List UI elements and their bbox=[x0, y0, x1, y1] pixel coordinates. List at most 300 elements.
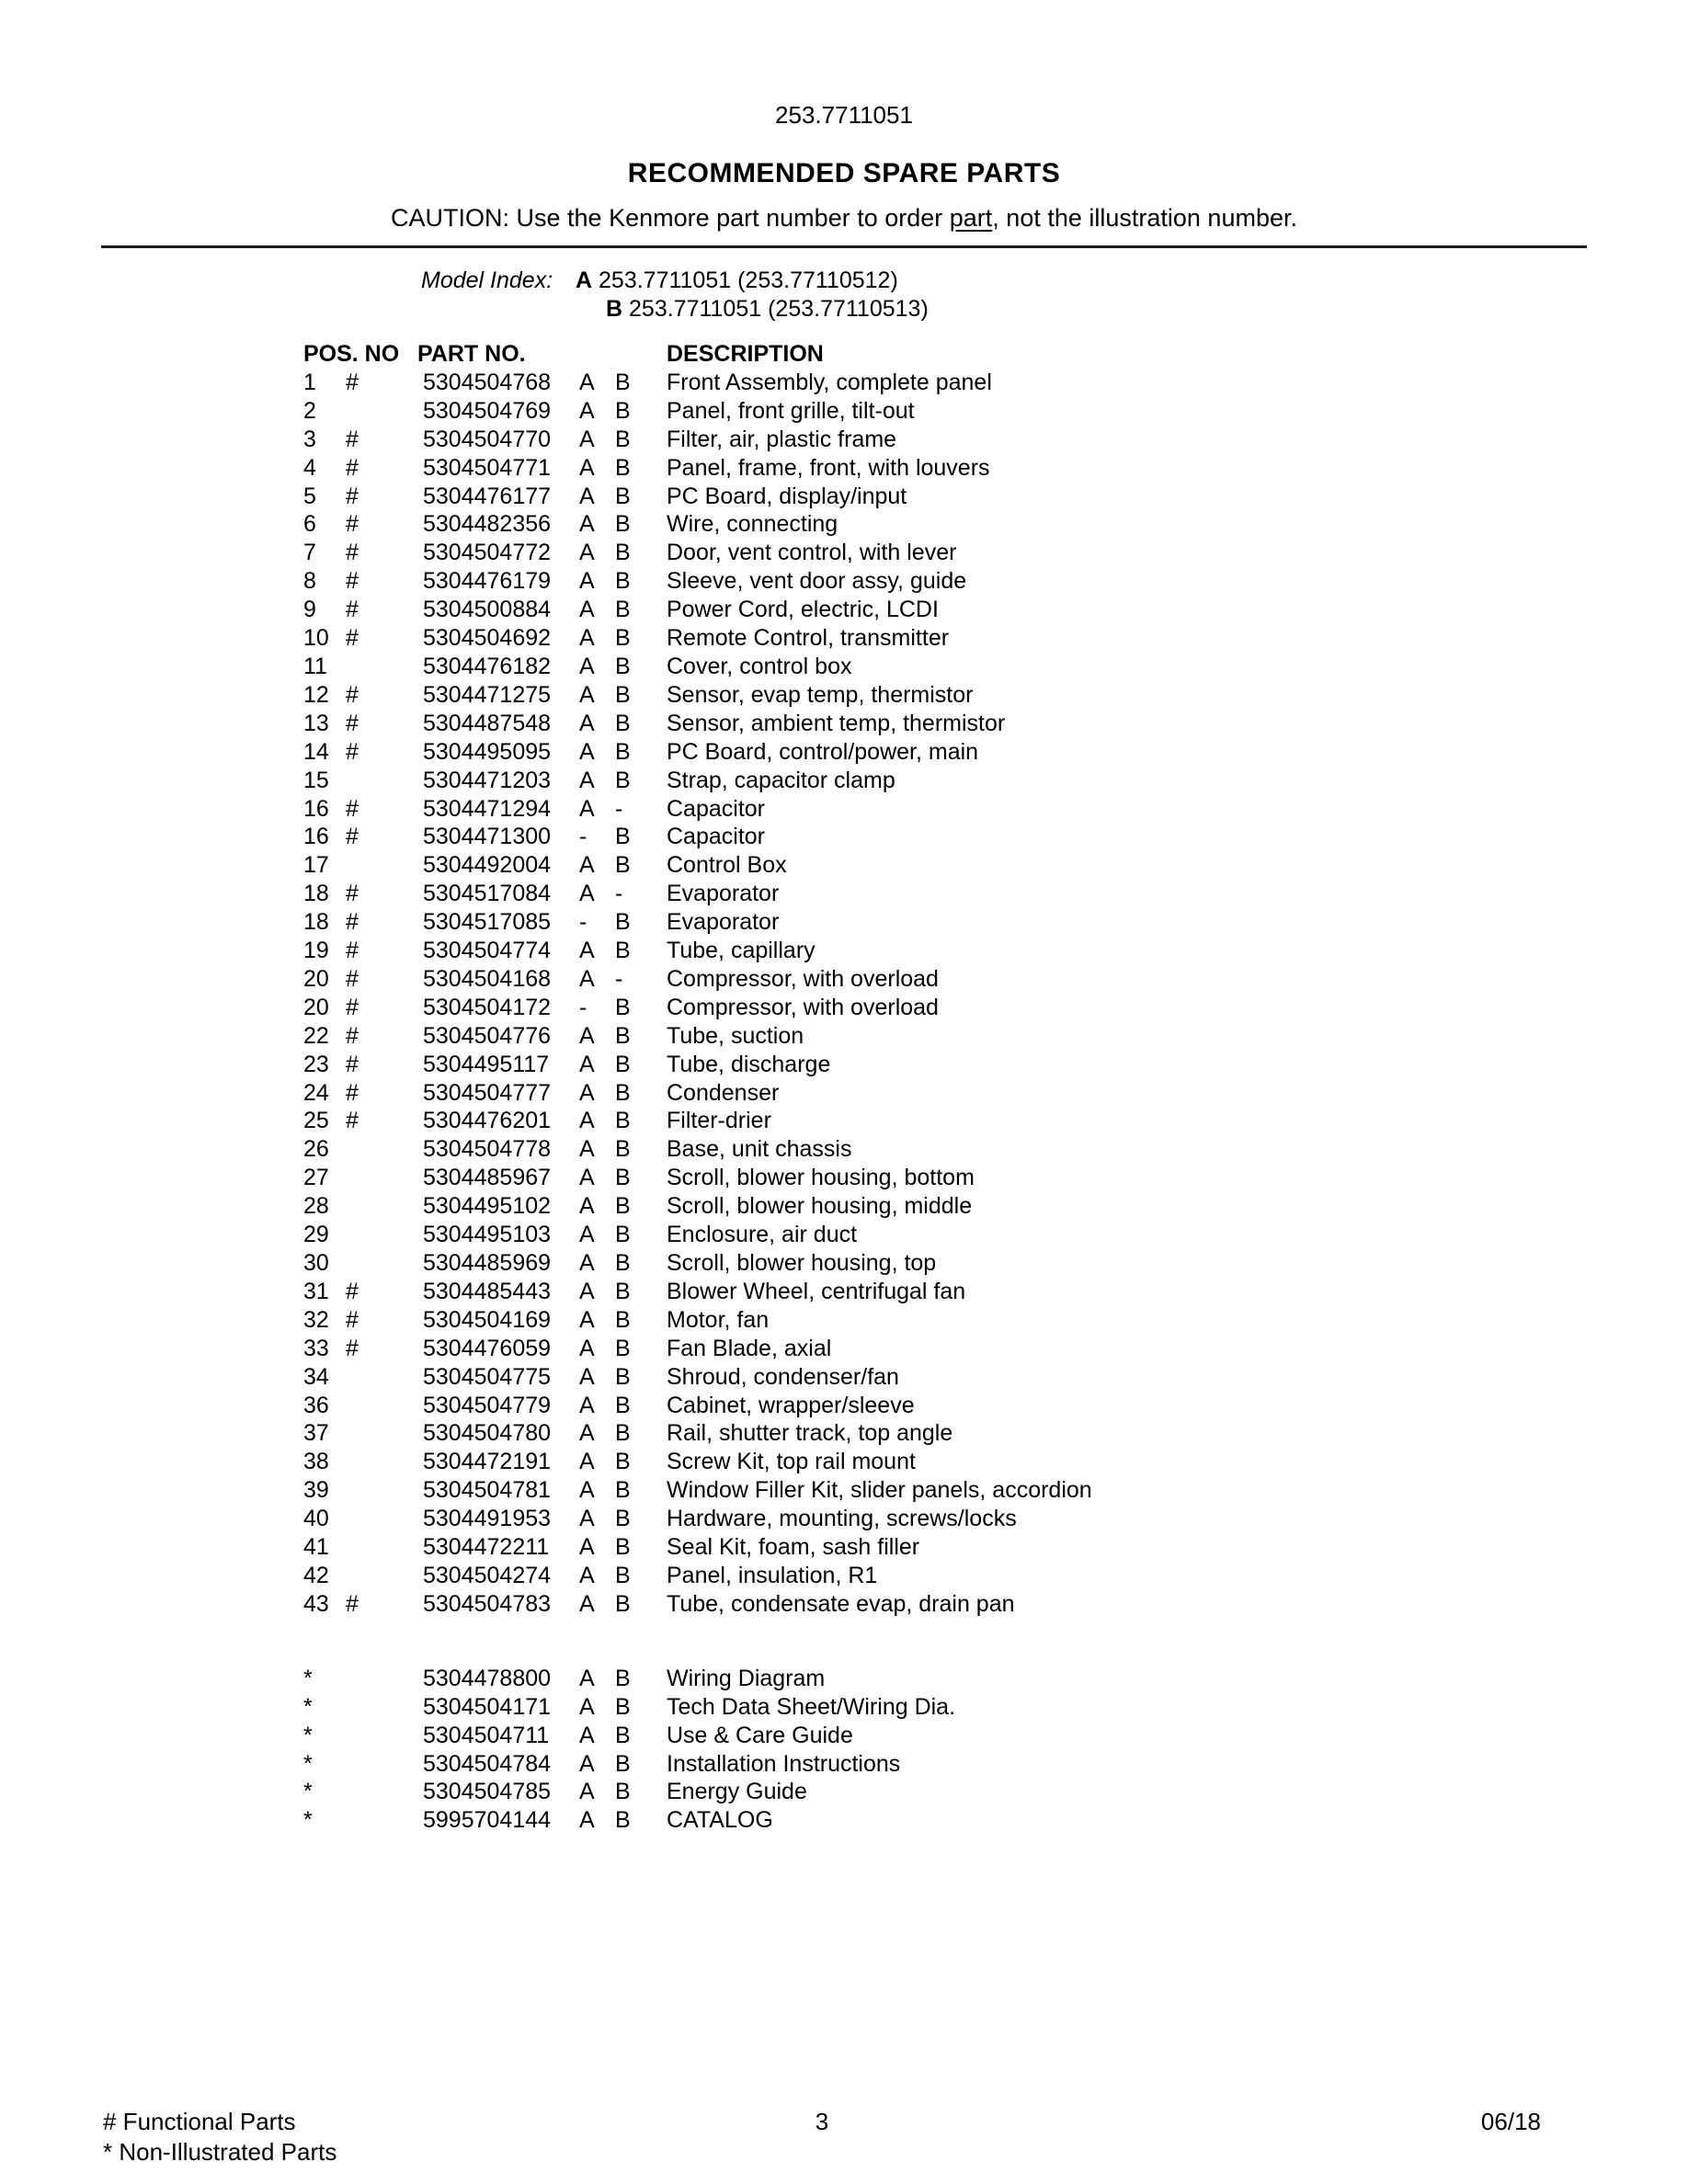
model-b-cell: - bbox=[615, 881, 623, 907]
part-no-cell: 5304504171 bbox=[423, 1693, 552, 1720]
model-a-cell: A bbox=[579, 1590, 595, 1617]
description-cell: Remote Control, transmitter bbox=[667, 625, 950, 652]
table-row bbox=[303, 937, 1633, 965]
description-cell: Front Assembly, complete panel bbox=[667, 369, 992, 395]
table-row bbox=[303, 1476, 1633, 1505]
model-a-cell: A bbox=[579, 397, 595, 424]
description-cell: Window Filler Kit, slider panels, accordion bbox=[667, 1477, 1092, 1504]
description-cell: Control Box bbox=[667, 852, 787, 879]
description-cell: Scroll, blower housing, top bbox=[667, 1250, 937, 1276]
part-no-cell: 5304504775 bbox=[423, 1363, 552, 1390]
table-row bbox=[303, 397, 1633, 426]
pos-no-cell: 27 bbox=[303, 1165, 329, 1191]
part-no-cell: 5304471203 bbox=[423, 767, 552, 793]
table-row bbox=[303, 710, 1633, 738]
part-no-cell: 5304504771 bbox=[423, 454, 552, 481]
pos-no-cell: 32 bbox=[303, 1306, 329, 1333]
model-a-cell: A bbox=[579, 738, 595, 765]
part-no-cell: 5304491953 bbox=[423, 1506, 552, 1532]
description-cell: Enclosure, air duct bbox=[667, 1222, 858, 1248]
part-no-cell: 5304504783 bbox=[423, 1590, 552, 1617]
model-b-cell: B bbox=[615, 1165, 631, 1191]
pos-no-cell: 42 bbox=[303, 1562, 329, 1588]
part-no-cell: 5304504777 bbox=[423, 1079, 552, 1106]
model-a-cell: A bbox=[579, 1108, 595, 1134]
functional-flag-cell bbox=[346, 653, 423, 681]
part-no-cell: 5304487548 bbox=[423, 710, 552, 736]
model-a-cell: A bbox=[579, 1477, 595, 1504]
description-cell: Cover, control box bbox=[667, 653, 852, 679]
functional-flag-cell: # bbox=[346, 710, 359, 736]
description-cell: Screw Kit, top rail mount bbox=[667, 1449, 916, 1475]
part-no-cell: 5304517085 bbox=[423, 909, 552, 936]
model-b-cell: B bbox=[615, 426, 631, 452]
model-b-cell: B bbox=[615, 824, 631, 850]
functional-flag-cell bbox=[346, 1363, 423, 1392]
model-b-cell: B bbox=[615, 1449, 631, 1475]
table-row bbox=[303, 1363, 1633, 1392]
pos-no-cell: 22 bbox=[303, 1022, 329, 1049]
description-cell: Base, unit chassis bbox=[667, 1136, 852, 1163]
model-a-cell: A bbox=[579, 1750, 595, 1777]
part-no-cell: 5304471294 bbox=[423, 795, 552, 822]
functional-flag-cell: # bbox=[346, 1590, 359, 1617]
model-b-cell: B bbox=[615, 710, 631, 736]
table-row bbox=[303, 681, 1633, 710]
description-cell: Panel, insulation, R1 bbox=[667, 1562, 878, 1588]
functional-flag-cell: # bbox=[346, 1051, 359, 1077]
table-row bbox=[303, 1750, 1633, 1779]
pos-no-cell: 14 bbox=[303, 738, 329, 765]
model-a-cell: A bbox=[579, 1693, 595, 1720]
model-a-cell: A bbox=[579, 1392, 595, 1418]
model-b-cell: B bbox=[615, 1250, 631, 1276]
model-b-cell: B bbox=[615, 597, 631, 623]
pos-no-cell: 37 bbox=[303, 1420, 329, 1447]
description-cell: Hardware, mounting, screws/locks bbox=[667, 1506, 1017, 1532]
functional-flag-cell bbox=[346, 1448, 423, 1476]
model-b-cell: B bbox=[615, 397, 631, 424]
pos-no-cell: 9 bbox=[303, 597, 316, 623]
description-cell: Tube, suction bbox=[667, 1022, 804, 1049]
pos-no-cell: 1 bbox=[303, 369, 316, 395]
model-a-cell: A bbox=[579, 710, 595, 736]
model-b-cell: B bbox=[615, 1477, 631, 1504]
model-a-cell: A bbox=[579, 426, 595, 452]
pos-no-cell: 25 bbox=[303, 1108, 329, 1134]
model-index-value-b: 253.7711051 (253.77110513) bbox=[629, 296, 929, 322]
description-cell: Strap, capacitor clamp bbox=[667, 767, 895, 793]
revision-date: 06/18 bbox=[1480, 2108, 1541, 2135]
part-no-cell: 5304504169 bbox=[423, 1306, 552, 1333]
pos-no-cell: 28 bbox=[303, 1193, 329, 1220]
part-no-cell: 5304500884 bbox=[423, 597, 552, 623]
model-a-cell: - bbox=[579, 824, 587, 850]
functional-flag-cell bbox=[346, 1164, 423, 1192]
part-no-cell: 5304485967 bbox=[423, 1165, 552, 1191]
part-no-cell: 5304504780 bbox=[423, 1420, 552, 1447]
model-a-cell: A bbox=[579, 625, 595, 652]
part-no-cell: 5304504172 bbox=[423, 994, 552, 1020]
model-a-cell: A bbox=[579, 1022, 595, 1049]
model-b-cell: B bbox=[615, 938, 631, 964]
functional-flag-cell bbox=[346, 1221, 423, 1249]
pos-no-cell: 4 bbox=[303, 454, 316, 481]
description-cell: Door, vent control, with lever bbox=[667, 540, 957, 566]
part-no-cell: 5304472191 bbox=[423, 1449, 552, 1475]
functional-flag-cell: # bbox=[346, 1022, 359, 1049]
model-b-cell: B bbox=[615, 568, 631, 595]
model-a-cell: A bbox=[579, 1363, 595, 1390]
functional-flag-cell bbox=[346, 1419, 423, 1448]
table-row bbox=[303, 1306, 1633, 1335]
table-row bbox=[303, 510, 1633, 539]
table-row bbox=[303, 369, 1633, 397]
part-no-cell: 5304476201 bbox=[423, 1108, 552, 1134]
part-no-cell: 5304476179 bbox=[423, 568, 552, 595]
functional-flag-cell bbox=[346, 1665, 423, 1693]
description-cell: Tech Data Sheet/Wiring Dia. bbox=[667, 1693, 956, 1720]
table-header-row bbox=[303, 340, 1633, 369]
description-cell: PC Board, display/input bbox=[667, 483, 907, 509]
model-a-cell: A bbox=[579, 483, 595, 509]
part-no-cell: 5304504776 bbox=[423, 1022, 552, 1049]
functional-flag-cell: # bbox=[346, 965, 359, 992]
model-b-cell: B bbox=[615, 540, 631, 566]
table-row bbox=[303, 1693, 1633, 1722]
model-a-cell: A bbox=[579, 454, 595, 481]
part-no-cell: 5304504784 bbox=[423, 1750, 552, 1777]
model-a-cell: A bbox=[579, 965, 595, 992]
table-row bbox=[303, 1505, 1633, 1533]
horizontal-divider bbox=[101, 245, 1587, 248]
functional-flag-cell: # bbox=[346, 795, 359, 822]
description-cell: Tube, discharge bbox=[667, 1051, 831, 1077]
table-row bbox=[303, 1022, 1633, 1051]
model-a-cell: A bbox=[579, 1449, 595, 1475]
table-row bbox=[303, 1562, 1633, 1590]
part-no-cell: 5304504781 bbox=[423, 1477, 552, 1504]
pos-no-cell: 43 bbox=[303, 1590, 329, 1617]
model-index-line-b bbox=[576, 295, 929, 324]
pos-no-cell: 24 bbox=[303, 1079, 329, 1106]
table-row bbox=[303, 454, 1633, 483]
table-row bbox=[303, 1448, 1633, 1476]
description-cell: PC Board, control/power, main bbox=[667, 738, 979, 765]
model-b-cell: B bbox=[615, 1534, 631, 1561]
description-cell: Capacitor bbox=[667, 824, 765, 850]
table-row bbox=[303, 1221, 1633, 1249]
pos-no-cell: 36 bbox=[303, 1392, 329, 1418]
pos-no-cell: 23 bbox=[303, 1051, 329, 1077]
pos-no-cell: 20 bbox=[303, 965, 329, 992]
model-b-cell: B bbox=[615, 1506, 631, 1532]
part-no-cell: 5304482356 bbox=[423, 511, 552, 538]
table-row bbox=[303, 851, 1633, 880]
pos-no-cell: 41 bbox=[303, 1534, 329, 1561]
model-b-cell: B bbox=[615, 1079, 631, 1106]
model-a-cell: A bbox=[579, 1079, 595, 1106]
model-b-cell: B bbox=[615, 1750, 631, 1777]
description-cell: Energy Guide bbox=[667, 1779, 807, 1805]
table-row bbox=[303, 1135, 1633, 1164]
part-no-cell: 5304495117 bbox=[423, 1051, 550, 1077]
caution-underlined-word: part bbox=[949, 204, 993, 232]
page-number: 3 bbox=[815, 2108, 829, 2135]
functional-flag-cell: # bbox=[346, 1278, 359, 1304]
model-a-cell: A bbox=[579, 1335, 595, 1361]
description-cell: Motor, fan bbox=[667, 1306, 770, 1333]
functional-flag-cell bbox=[346, 767, 423, 795]
model-b-cell: B bbox=[615, 1222, 631, 1248]
table-row bbox=[303, 1107, 1633, 1135]
part-no-cell: 5304504768 bbox=[423, 369, 552, 395]
description-cell: Panel, front grille, tilt-out bbox=[667, 397, 915, 424]
model-a-cell: A bbox=[579, 1562, 595, 1588]
part-no-cell: 5304495095 bbox=[423, 738, 552, 765]
model-a-cell: A bbox=[579, 1165, 595, 1191]
caution-text-prefix: CAUTION: Use the Kenmore part number to order bbox=[391, 204, 950, 232]
model-a-cell: A bbox=[579, 1278, 595, 1304]
functional-flag-cell bbox=[346, 1806, 423, 1835]
pos-no-cell: 17 bbox=[303, 852, 329, 879]
part-no-cell: 5304504772 bbox=[423, 540, 552, 566]
model-b-cell: B bbox=[615, 1392, 631, 1418]
functional-flag-cell: # bbox=[346, 881, 359, 907]
model-index-letter-a: A bbox=[576, 267, 593, 293]
functional-flag-cell: # bbox=[346, 511, 359, 538]
description-cell: Blower Wheel, centrifugal fan bbox=[667, 1278, 966, 1304]
model-b-cell: B bbox=[615, 483, 631, 509]
model-a-cell: A bbox=[579, 1665, 595, 1691]
pos-no-cell: 5 bbox=[303, 483, 316, 509]
functional-flag-cell: # bbox=[346, 1335, 359, 1361]
table-row bbox=[303, 567, 1633, 596]
model-b-cell: - bbox=[615, 795, 623, 822]
model-b-cell: B bbox=[615, 1807, 631, 1834]
model-b-cell: B bbox=[615, 625, 631, 652]
part-no-cell: 5304471275 bbox=[423, 681, 552, 708]
table-row bbox=[303, 1192, 1633, 1221]
model-a-cell: A bbox=[579, 1534, 595, 1561]
functional-flag-cell bbox=[346, 1192, 423, 1221]
model-index-value-a: 253.7711051 (253.77110512) bbox=[599, 267, 898, 293]
functional-flag-cell bbox=[346, 1533, 423, 1562]
model-b-cell: B bbox=[615, 1779, 631, 1805]
pos-no-cell: 33 bbox=[303, 1335, 329, 1361]
description-cell: Use & Care Guide bbox=[667, 1722, 853, 1748]
description-cell: Cabinet, wrapper/sleeve bbox=[667, 1392, 915, 1418]
pos-no-cell: 31 bbox=[303, 1278, 329, 1304]
model-index-lines bbox=[576, 267, 929, 324]
model-b-cell: B bbox=[615, 1590, 631, 1617]
description-cell: Seal Kit, foam, sash filler bbox=[667, 1534, 920, 1561]
functional-flag-cell: # bbox=[346, 1306, 359, 1333]
table-row bbox=[303, 880, 1633, 908]
table-row bbox=[303, 1419, 1633, 1448]
functional-flag-cell bbox=[346, 1249, 423, 1278]
caution-text-suffix: , not the illustration number. bbox=[992, 204, 1297, 232]
model-a-cell: - bbox=[579, 994, 587, 1020]
model-a-cell: A bbox=[579, 597, 595, 623]
description-cell: Evaporator bbox=[667, 881, 780, 907]
pos-no-cell: 18 bbox=[303, 909, 329, 936]
model-a-cell: A bbox=[579, 881, 595, 907]
description-cell: Power Cord, electric, LCDI bbox=[667, 597, 939, 623]
model-index-line-a bbox=[576, 267, 929, 295]
table-row bbox=[303, 908, 1633, 937]
description-cell: Compressor, with overload bbox=[667, 965, 939, 992]
functional-flag-cell: # bbox=[346, 824, 359, 850]
pos-no-cell: * bbox=[303, 1693, 313, 1720]
functional-flag-cell: # bbox=[346, 625, 359, 652]
pos-no-cell: 8 bbox=[303, 568, 316, 595]
part-no-cell: 5304478800 bbox=[423, 1665, 552, 1691]
functional-flag-cell bbox=[346, 1750, 423, 1779]
model-index-letter-b: B bbox=[606, 296, 623, 322]
functional-flag-cell: # bbox=[346, 1079, 359, 1106]
table-row bbox=[303, 994, 1633, 1022]
model-b-cell: B bbox=[615, 1420, 631, 1447]
functional-flag-cell: # bbox=[346, 369, 359, 395]
table-row bbox=[303, 738, 1633, 767]
parts-rows bbox=[303, 369, 1633, 1619]
model-a-cell: A bbox=[579, 795, 595, 822]
table-row bbox=[303, 539, 1633, 567]
table-row bbox=[303, 767, 1633, 795]
pos-no-cell: 10 bbox=[303, 625, 329, 652]
functional-flag-cell: # bbox=[346, 938, 359, 964]
part-no-cell: 5304492004 bbox=[423, 852, 552, 879]
model-a-cell: A bbox=[579, 1136, 595, 1163]
functional-flag-cell bbox=[346, 1778, 423, 1806]
pos-no-cell: 38 bbox=[303, 1449, 329, 1475]
table-row bbox=[303, 1051, 1633, 1079]
table-row bbox=[303, 653, 1633, 681]
pos-no-cell: 30 bbox=[303, 1250, 329, 1276]
pos-no-cell: 2 bbox=[303, 397, 316, 424]
part-no-cell: 5304517084 bbox=[423, 881, 552, 907]
model-b-cell: B bbox=[615, 1722, 631, 1748]
description-cell: Fan Blade, axial bbox=[667, 1335, 832, 1361]
page-title: RECOMMENDED SPARE PARTS bbox=[627, 158, 1061, 188]
part-no-cell: 5304471300 bbox=[423, 824, 552, 850]
functional-flag-cell bbox=[346, 851, 423, 880]
model-b-cell: B bbox=[615, 1306, 631, 1333]
model-b-cell: B bbox=[615, 653, 631, 679]
model-b-cell: B bbox=[615, 511, 631, 538]
model-a-cell: A bbox=[579, 681, 595, 708]
model-a-cell: A bbox=[579, 1506, 595, 1532]
model-b-cell: B bbox=[615, 1363, 631, 1390]
description-cell: Tube, condensate evap, drain pan bbox=[667, 1590, 1015, 1617]
table-row bbox=[303, 1590, 1633, 1619]
model-a-cell: A bbox=[579, 1306, 595, 1333]
model-a-cell: - bbox=[579, 909, 587, 936]
model-b-cell: B bbox=[615, 1562, 631, 1588]
functional-flag-cell bbox=[346, 1135, 423, 1164]
model-a-cell: A bbox=[579, 1193, 595, 1220]
table-row bbox=[303, 1335, 1633, 1363]
description-cell: Condenser bbox=[667, 1079, 780, 1106]
model-b-cell: B bbox=[615, 738, 631, 765]
model-index bbox=[421, 267, 1688, 324]
part-no-cell: 5304485443 bbox=[423, 1278, 552, 1304]
table-row bbox=[303, 1164, 1633, 1192]
table-row bbox=[303, 1722, 1633, 1750]
model-number-heading: 253.7711051 bbox=[775, 101, 913, 129]
functional-flag-cell bbox=[346, 1722, 423, 1750]
functional-flag-cell: # bbox=[346, 483, 359, 509]
table-row bbox=[303, 624, 1633, 653]
functional-flag-cell bbox=[346, 1693, 423, 1722]
description-cell: Shroud, condenser/fan bbox=[667, 1363, 899, 1390]
functional-flag-cell: # bbox=[346, 738, 359, 765]
table-row bbox=[303, 795, 1633, 824]
table-row bbox=[303, 965, 1633, 994]
pos-no-cell: 15 bbox=[303, 767, 329, 793]
pos-no-cell: 3 bbox=[303, 426, 316, 452]
pos-no-cell: * bbox=[303, 1722, 313, 1748]
pos-no-cell: 20 bbox=[303, 994, 329, 1020]
model-b-cell: B bbox=[615, 909, 631, 936]
model-a-cell: A bbox=[579, 1222, 595, 1248]
functional-flag-cell: # bbox=[346, 426, 359, 452]
pos-no-cell: 19 bbox=[303, 938, 329, 964]
description-cell: CATALOG bbox=[667, 1807, 773, 1834]
part-no-cell: 5304472211 bbox=[423, 1534, 550, 1561]
model-b-cell: B bbox=[615, 1022, 631, 1049]
pos-no-cell: 29 bbox=[303, 1222, 329, 1248]
pos-no-cell: 6 bbox=[303, 511, 316, 538]
model-b-cell: B bbox=[615, 1051, 631, 1077]
model-a-cell: A bbox=[579, 1420, 595, 1447]
model-b-cell: B bbox=[615, 994, 631, 1020]
part-no-cell: 5304504779 bbox=[423, 1392, 552, 1418]
description-cell: Scroll, blower housing, bottom bbox=[667, 1165, 975, 1191]
table-row bbox=[303, 1778, 1633, 1806]
functional-flag-cell bbox=[346, 1505, 423, 1533]
model-a-cell: A bbox=[579, 511, 595, 538]
model-b-cell: B bbox=[615, 369, 631, 395]
model-a-cell: A bbox=[579, 767, 595, 793]
description-cell: Sensor, ambient temp, thermistor bbox=[667, 710, 1006, 736]
model-b-cell: B bbox=[615, 1335, 631, 1361]
table-row bbox=[303, 1533, 1633, 1562]
model-a-cell: A bbox=[579, 852, 595, 879]
caution-note bbox=[0, 204, 1688, 233]
part-no-cell: 5304504770 bbox=[423, 426, 552, 452]
model-a-cell: A bbox=[579, 1051, 595, 1077]
functional-flag-cell bbox=[346, 397, 423, 426]
pos-no-cell: 40 bbox=[303, 1506, 329, 1532]
pos-no-cell: 26 bbox=[303, 1136, 329, 1163]
model-a-cell: A bbox=[579, 1807, 595, 1834]
description-cell: Panel, frame, front, with louvers bbox=[667, 454, 990, 481]
functional-flag-cell: # bbox=[346, 909, 359, 936]
pos-no-cell: 11 bbox=[303, 653, 327, 679]
pos-no-cell: 18 bbox=[303, 881, 329, 907]
functional-flag-cell: # bbox=[346, 994, 359, 1020]
table-row bbox=[303, 1079, 1633, 1108]
description-cell: Wire, connecting bbox=[667, 511, 838, 538]
model-b-cell: B bbox=[615, 1278, 631, 1304]
pos-no-cell: 16 bbox=[303, 795, 329, 822]
description-column-header: DESCRIPTION bbox=[667, 341, 824, 367]
part-no-cell: 5304495103 bbox=[423, 1222, 552, 1248]
group-spacer bbox=[303, 1619, 1633, 1665]
model-b-cell: B bbox=[615, 1136, 631, 1163]
